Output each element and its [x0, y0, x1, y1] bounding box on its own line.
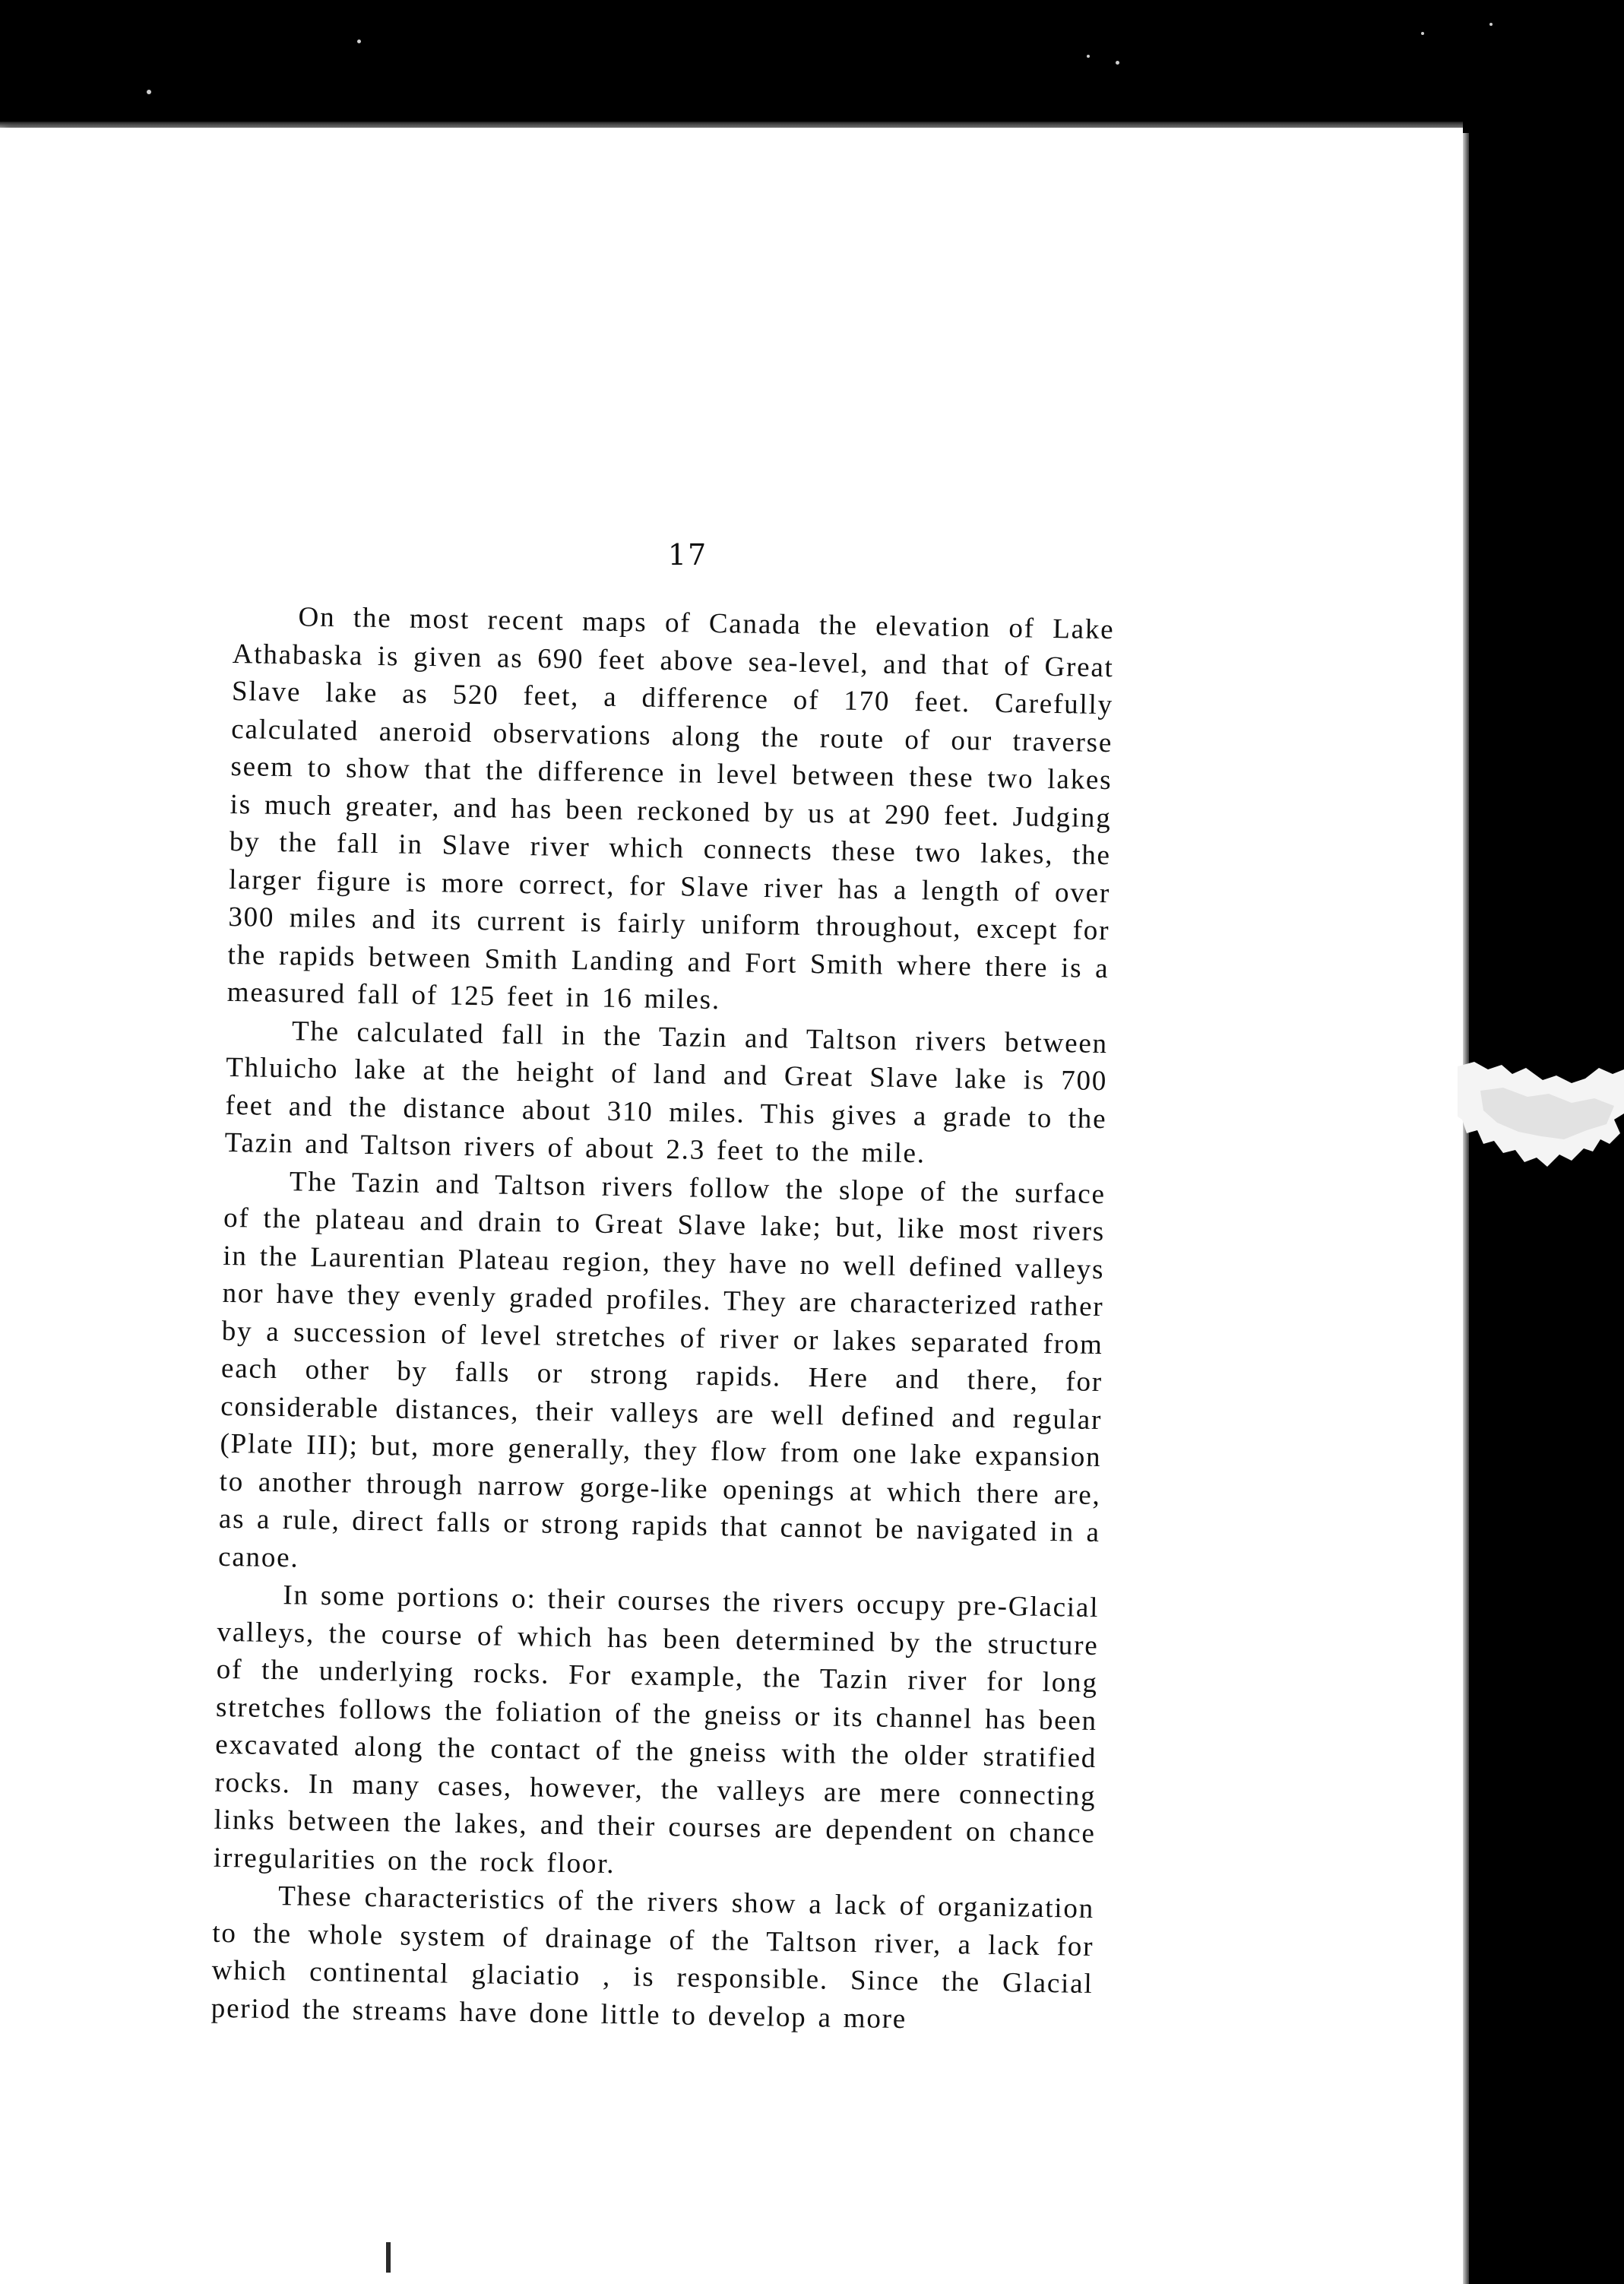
- dust-speck: [1421, 32, 1424, 35]
- body-text: [211, 597, 1114, 2041]
- dust-speck: [1116, 61, 1119, 65]
- page-right-edge: [1463, 133, 1469, 2284]
- paragraph-preglacial-valleys: In some portions o: their courses the rivers occupy pre-Glacial valleys, the course of which has been determined by the structure of the underlying rocks. For example, the Tazin river for long stretches follows the foliation of the gneiss or its channel has been excavated along the contact of the gneiss with the older stratified rocks. In many cases, however, the valleys are mere connecting links between the lakes, and their courses are dependent on chance irregularities on the rock floor.: [213, 1579, 1100, 1880]
- dust-speck: [1489, 23, 1493, 26]
- paragraph-drainage-organization: These characteristics of the rivers show a lack of organization to the whole system of drainage of the Taltson river, a lack for which continental glaciatio , is responsible. Since the Glacial period the streams have done little to develop a more: [211, 1880, 1095, 2035]
- dust-speck: [1087, 55, 1090, 58]
- paragraph-river-slope: The Tazin and Taltson rivers follow the slope of the surface of the plateau and drain to Great Slave lake; but, like most rivers in the Laurentian Plateau region, they have no well defined valleys nor have they evenly graded profiles. They are characterized rather by a succession of level stretches of river or lakes separated from each other by falls or strong rapids. Here and there, for considerable distances, their valleys are well defined and regular (Plate III); but, more generally, they flow from one lake expansion to another through narrow gorge-like openings at which there are, as a rule, direct falls or strong rapids that cannot be navigated in a canoe.: [217, 1165, 1106, 1574]
- paragraph-calculated-fall: The calculated fall in the Tazin and Taltson rivers between Thluicho lake at the height of land and Great Slave lake is 700 feet and the distance about 310 miles. This gives a grade to the Tazin and Taltson rivers of about 2.3 feet to the mile.: [224, 1015, 1109, 1170]
- paragraph-elevation: On the most recent maps of Canada the elevation of Lake Athabaska is given as 690 feet above sea-level, and that of Great Slave lake as 520 feet, a difference of 170 feet. Carefully calculated aneroid observations along the route of our traverse seem to show that the difference in level between these two lakes is much greater, and has been reckoned by us at 290 feet. Judging by the fall in Slave river which connects these two lakes, the larger figure is more correct, for Slave river has a length of over 300 miles and its current is fairly uniform throughout, except for the rapids between Smith Landing and Fort Smith where there is a measured fall of 125 feet in 16 miles.: [226, 601, 1115, 1016]
- page-number: 17: [667, 538, 708, 572]
- torn-paper-scrap: [1458, 1060, 1624, 1171]
- scanned-page: [0, 128, 1463, 2284]
- dust-speck: [147, 90, 151, 94]
- scan-artifact-mark: [386, 2242, 391, 2273]
- dust-speck: [357, 40, 361, 43]
